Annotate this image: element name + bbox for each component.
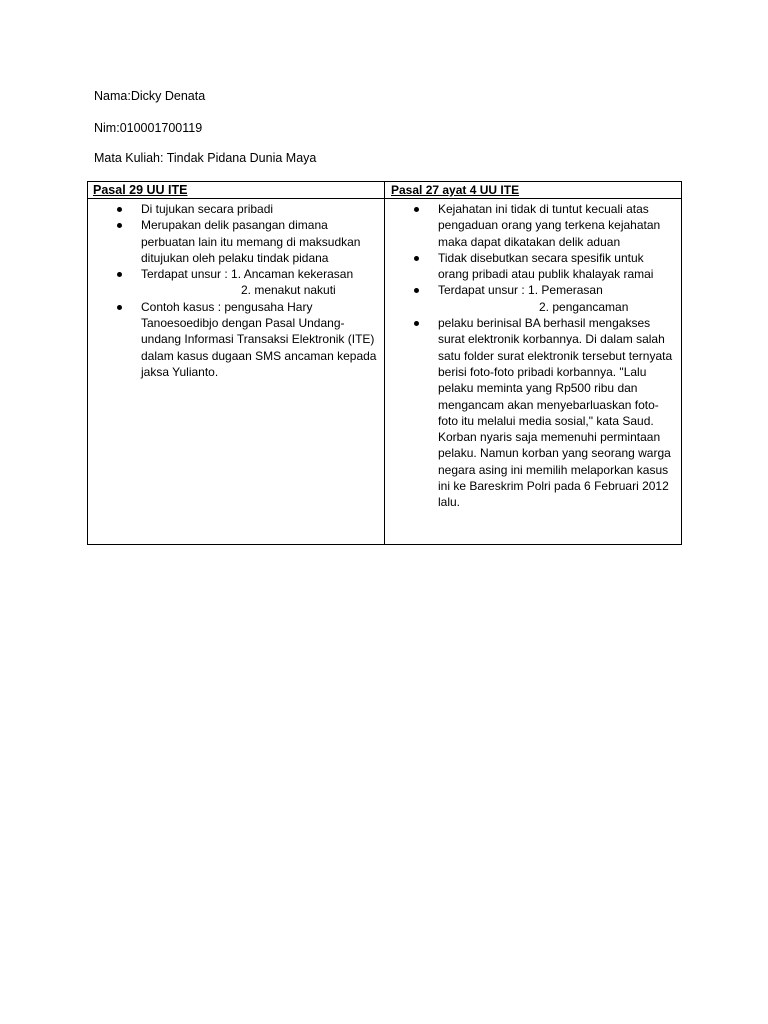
bullet-icon <box>117 272 122 277</box>
list-item-text: pelaku berinisal BA berhasil mengakses surat elektronik korbannya. Di dalam salah satu folder surat elektronik tersebut ternyata berisi foto-foto pribadi korbannya. "Lalu pelaku meminta yang Rp500 ribu dan mengancam akan menyebarluaskan foto-foto itu melalui media sosial," kata Saud. Korban nyaris saja memenuhi permintaan pelaku. Namun korban yang seorang warga negara asing ini memilih melaporkan kasus ini ke Bareskrim Polri pada 6 Februari 2012 lalu. <box>438 316 673 510</box>
bullet-icon <box>117 207 122 212</box>
list-item-text: Kejahatan ini tidak di tuntut kecuali atas pengaduan orang yang terkena kejahatan maka dapat dikatakan delik aduan <box>438 202 661 249</box>
left-column-header <box>88 182 385 199</box>
bullet-icon <box>117 305 122 310</box>
student-id: Nim:010001700119 <box>94 121 203 135</box>
course-name: Mata Kuliah: Tindak Pidana Dunia Maya <box>94 151 317 165</box>
list-item <box>88 266 384 299</box>
right-column-title: Pasal 27 ayat 4 UU ITE <box>391 183 520 197</box>
bullet-icon <box>117 223 122 228</box>
right-column-body <box>385 199 681 544</box>
bullet-icon <box>414 288 419 293</box>
list-item-text: Contoh kasus : pengusaha Hary Tanoesoedibjo dengan Pasal Undang-undang Informasi Transaksi Elektronik (ITE) dalam kasus dugaan SMS ancaman kepada jaksa Yulianto. <box>141 299 377 379</box>
list-item <box>88 201 384 217</box>
list-item <box>385 282 681 315</box>
list-item <box>385 250 681 283</box>
list-item-text: Terdapat unsur : 1. Pemerasan <box>438 283 603 298</box>
list-item-text: Terdapat unsur : 1. Ancaman kekerasan <box>141 267 354 282</box>
left-bullet-list <box>88 201 384 380</box>
bullet-icon <box>414 256 419 261</box>
list-item <box>88 299 384 380</box>
list-item <box>385 315 681 511</box>
student-name: Nama:Dicky Denata <box>94 89 206 103</box>
list-item-subline: 2. pengancaman <box>539 299 629 314</box>
bullet-icon <box>414 207 419 212</box>
list-item-text: Di tujukan secara pribadi <box>141 202 274 216</box>
list-item-subline: 2. menakut nakuti <box>241 283 336 298</box>
left-column-body <box>88 199 385 544</box>
list-item <box>88 217 384 266</box>
list-item <box>385 201 681 250</box>
bullet-icon <box>414 321 419 326</box>
list-item-text: Tidak disebutkan secara spesifik untuk orang pribadi atau publik khalayak ramai <box>438 250 654 282</box>
right-bullet-list <box>385 201 681 511</box>
right-column-header <box>385 182 681 199</box>
comparison-table <box>87 181 682 545</box>
left-column-title: Pasal 29 UU ITE <box>93 183 188 197</box>
list-item-text: Merupakan delik pasangan dimana perbuatan lain itu memang di maksudkan ditujukan oleh pelaku tindak pidana <box>141 218 361 265</box>
